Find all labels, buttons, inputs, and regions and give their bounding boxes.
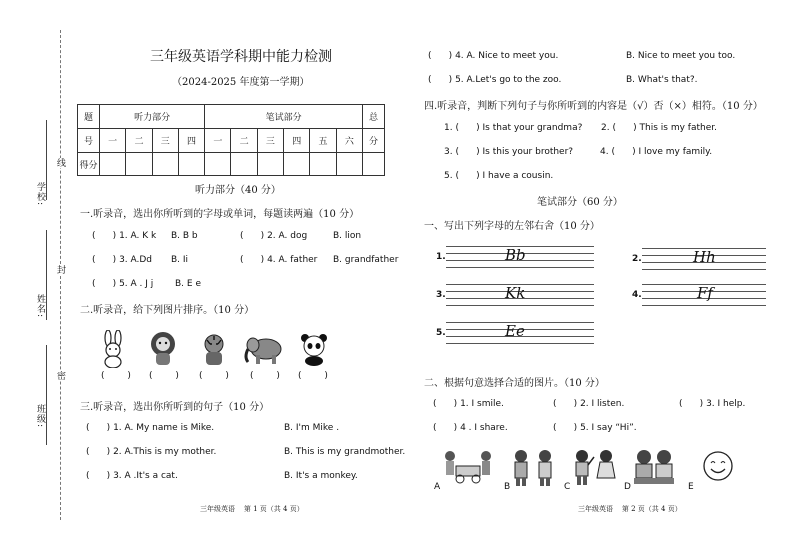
school-label: 学校:	[35, 182, 45, 207]
class-label: 班级:	[35, 404, 45, 429]
score-cell[interactable]	[205, 153, 231, 176]
tiger-picture	[198, 333, 230, 367]
q1-title: 一.听录音，选出你所听到的字母或单词，每题读两遍（10 分）	[80, 209, 360, 220]
answer-blank[interactable]: ( )	[298, 371, 328, 381]
q1-item-3-b: B. Ii	[171, 255, 189, 265]
answer-blank[interactable]: 5. ( )	[444, 171, 480, 181]
greeting-picture	[570, 449, 618, 487]
q1-item-4: 4. A. father	[267, 255, 318, 265]
score-col: 五	[310, 129, 336, 153]
answer-blank[interactable]: ( )	[433, 423, 458, 433]
score-col: 二	[126, 129, 152, 153]
name-label: 姓名:	[35, 294, 45, 319]
w2-item-2: 2. I listen.	[580, 399, 625, 409]
seal-char-secret: 密	[55, 371, 65, 381]
w1-num-4: 4.	[632, 290, 642, 300]
w2-item-4: 4 . I share.	[460, 423, 508, 433]
score-label-defen: 得分	[78, 153, 100, 176]
score-col: 六	[336, 129, 362, 153]
listening-heading: 听力部分（40 分）	[195, 185, 281, 196]
answer-blank[interactable]: ( )	[199, 371, 229, 381]
score-cell[interactable]	[310, 153, 336, 176]
w1-num-1: 1.	[436, 252, 446, 262]
q3-item-1-b: B. I'm Mike .	[284, 423, 340, 433]
q4-title: 四.听录音，判断下列句子与你所听到的内容是（√）否（×）相符。（10 分）	[424, 101, 763, 112]
q3-item-2-b: B. This is my grandmother.	[284, 447, 406, 457]
answer-blank[interactable]: ( )	[428, 75, 453, 85]
score-col: 四	[178, 129, 204, 153]
answer-blank[interactable]: ( )	[149, 371, 179, 381]
w2-item-1: 1. I smile.	[460, 399, 504, 409]
score-listening-header: 听力部分	[100, 105, 205, 129]
answer-blank[interactable]: ( )	[86, 423, 111, 433]
school-blank[interactable]	[46, 120, 47, 200]
w1-letters-3: Kk	[505, 284, 526, 302]
w1-num-2: 2.	[632, 254, 642, 264]
score-table	[77, 104, 385, 176]
q4-item-5: I have a cousin.	[482, 171, 554, 181]
answer-blank[interactable]: ( )	[433, 399, 458, 409]
q3-item-3-a: 3. A .It's a cat.	[113, 471, 178, 481]
q1-item-1-b: B. B b	[171, 231, 198, 241]
q4-item-1: Is that your grandma?	[482, 123, 583, 133]
w1-title: 一、写出下列字母的左邻右舍（10 分）	[424, 221, 600, 232]
score-col: 三	[152, 129, 178, 153]
answer-blank[interactable]: ( )	[428, 51, 453, 61]
class-blank[interactable]	[46, 345, 47, 445]
page-subtitle: （2024-2025 年度第一学期）	[172, 77, 310, 88]
score-col: 一	[205, 129, 231, 153]
q1-item-5-b: B. E e	[175, 279, 201, 289]
score-cell[interactable]	[178, 153, 204, 176]
picture-label-a: A	[434, 482, 441, 492]
q3-item-5-b: B. What's that?.	[626, 75, 698, 85]
answer-blank[interactable]: ( )	[553, 423, 578, 433]
q3-title: 三.听录音，选出你所听到的句子（10 分）	[80, 402, 270, 413]
w1-letters-2: Hh	[693, 248, 716, 266]
score-cell[interactable]	[231, 153, 257, 176]
score-col: 二	[231, 129, 257, 153]
w2-title: 二、根据句意选择合适的图片。（10 分）	[424, 378, 605, 389]
smiley-picture	[701, 450, 735, 482]
helping-picture	[440, 448, 496, 486]
score-col: 一	[100, 129, 126, 153]
answer-blank[interactable]: ( )	[86, 447, 111, 457]
q3-item-4-b: B. Nice to meet you too.	[626, 51, 736, 61]
seal-char-line: 线	[55, 158, 65, 168]
answer-blank[interactable]: 3. ( )	[444, 147, 480, 157]
answer-blank[interactable]: ( )	[679, 399, 704, 409]
q1-item-5: 5. A . J j	[119, 279, 154, 289]
score-total-fen: 分	[363, 129, 385, 153]
panda-picture	[298, 332, 330, 366]
picture-label-d: D	[624, 482, 631, 492]
name-blank[interactable]	[46, 230, 47, 320]
score-cell[interactable]	[363, 153, 385, 176]
answer-blank[interactable]: ( )	[553, 399, 578, 409]
seal-char-seal: 封	[55, 265, 65, 275]
score-writing-header: 笔试部分	[205, 105, 363, 129]
q4-item-2: This is my father.	[639, 123, 717, 133]
score-label-hao: 号	[78, 129, 100, 153]
writing-heading: 笔试部分（60 分）	[537, 197, 623, 208]
answer-blank[interactable]: ( )	[92, 255, 117, 265]
answer-blank[interactable]: ( )	[240, 255, 265, 265]
answer-blank[interactable]: ( )	[250, 371, 280, 381]
w2-item-3: 3. I help.	[706, 399, 746, 409]
answer-blank[interactable]: 4. ( )	[600, 147, 636, 157]
q1-item-4-b: B. grandfather	[333, 255, 399, 265]
score-col: 四	[284, 129, 310, 153]
q3-item-3-b: B. It's a monkey.	[284, 471, 358, 481]
q1-item-3: 3. A.Dd	[119, 255, 153, 265]
score-cell[interactable]	[336, 153, 362, 176]
answer-blank[interactable]: ( )	[240, 231, 265, 241]
page-title: 三年级英语学科期中能力检测	[150, 49, 332, 65]
q3-item-2-a: 2. A.This is my mother.	[113, 447, 217, 457]
picture-label-b: B	[504, 482, 511, 492]
score-total-header: 总	[363, 105, 385, 129]
q4-item-3: Is this your brother?	[482, 147, 574, 157]
picture-label-e: E	[688, 482, 694, 492]
q3-item-4-a: 4. A. Nice to meet you.	[455, 51, 559, 61]
w1-letters-1: Bb	[505, 246, 526, 264]
listening-picture	[630, 448, 680, 486]
answer-blank[interactable]: ( )	[101, 371, 131, 381]
score-cell[interactable]	[126, 153, 152, 176]
q2-title: 二.听录音，给下列图片排序。（10 分）	[80, 305, 255, 316]
w1-num-5: 5.	[436, 328, 446, 338]
q1-item-2-b: B. lion	[333, 231, 362, 241]
q4-item-4: I love my family.	[638, 147, 713, 157]
rabbit-picture	[96, 330, 130, 368]
w1-letters-4: Ff	[697, 284, 713, 302]
answer-blank[interactable]: 2. ( )	[601, 123, 637, 133]
sharing-picture	[509, 449, 557, 487]
w1-letters-5: Ee	[505, 322, 525, 340]
lion-picture	[146, 331, 180, 367]
binding-dashed-line	[60, 30, 61, 520]
picture-label-c: C	[564, 482, 571, 492]
score-cell[interactable]	[100, 153, 126, 176]
w2-item-5: 5. I say “Hi”.	[580, 423, 637, 433]
answer-blank[interactable]: ( )	[86, 471, 111, 481]
elephant-picture	[242, 335, 288, 365]
score-col: 三	[257, 129, 283, 153]
w1-num-3: 3.	[436, 290, 446, 300]
score-label-ti: 题	[78, 105, 100, 129]
q3-item-5-a: 5. A.Let's go to the zoo.	[455, 75, 562, 85]
page-footer-right: 三年级英语 第 2 页（共 4 页）	[578, 505, 682, 513]
q1-item-2: 2. A. dog	[267, 231, 308, 241]
answer-blank[interactable]: ( )	[92, 279, 117, 289]
score-cell[interactable]	[257, 153, 283, 176]
q1-item-1: 1. A. K k	[119, 231, 157, 241]
score-cell[interactable]	[284, 153, 310, 176]
page-footer-left: 三年级英语 第 1 页（共 4 页）	[200, 505, 304, 513]
answer-blank[interactable]: 1. ( )	[444, 123, 480, 133]
q3-item-1-a: 1. A. My name is Mike.	[113, 423, 215, 433]
score-cell[interactable]	[152, 153, 178, 176]
answer-blank[interactable]: ( )	[92, 231, 117, 241]
